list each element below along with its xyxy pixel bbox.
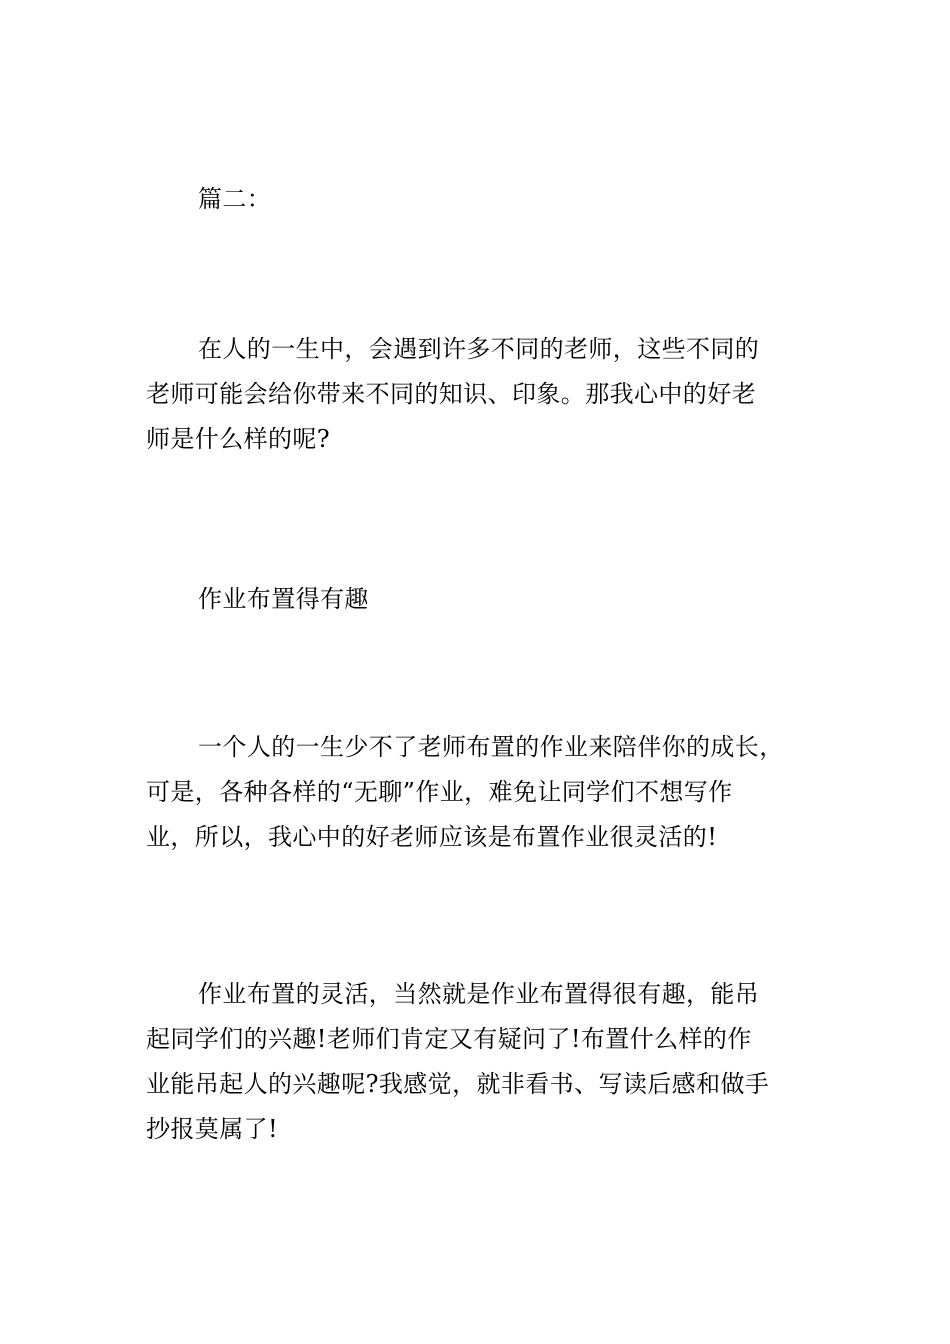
paragraph-flexible bbox=[146, 972, 769, 1152]
paragraph-line: 可是，各种各样的“无聊”作业，难免让同学们不想写作 bbox=[146, 778, 733, 806]
paragraph-homework bbox=[146, 725, 784, 860]
section-title: 篇二： bbox=[198, 185, 272, 213]
paragraph-line: 抄报莫属了! bbox=[146, 1115, 279, 1143]
paragraph-line: 作业布置的灵活，当然就是作业布置得很有趣，能吊 bbox=[198, 980, 760, 1008]
paragraph-intro bbox=[146, 327, 759, 462]
paragraph-line: 师是什么样的呢? bbox=[146, 425, 331, 453]
paragraph-line: 业能吊起人的兴趣呢?我感觉，就非看书、写读后感和做手 bbox=[146, 1070, 770, 1098]
paragraph-line: 在人的一生中，会遇到许多不同的老师，这些不同的 bbox=[198, 335, 760, 363]
subheading: 作业布置得有趣 bbox=[198, 585, 369, 613]
paragraph-line: 一个人的一生少不了老师布置的作业来陪伴你的成长， bbox=[198, 733, 784, 761]
paragraph-line: 业，所以，我心中的好老师应该是布置作业很灵活的! bbox=[146, 823, 718, 851]
paragraph-line: 起同学们的兴趣!老师们肯定又有疑问了!布置什么样的作 bbox=[146, 1025, 752, 1053]
paragraph-line: 老师可能会给你带来不同的知识、印象。那我心中的好老 bbox=[146, 380, 756, 408]
